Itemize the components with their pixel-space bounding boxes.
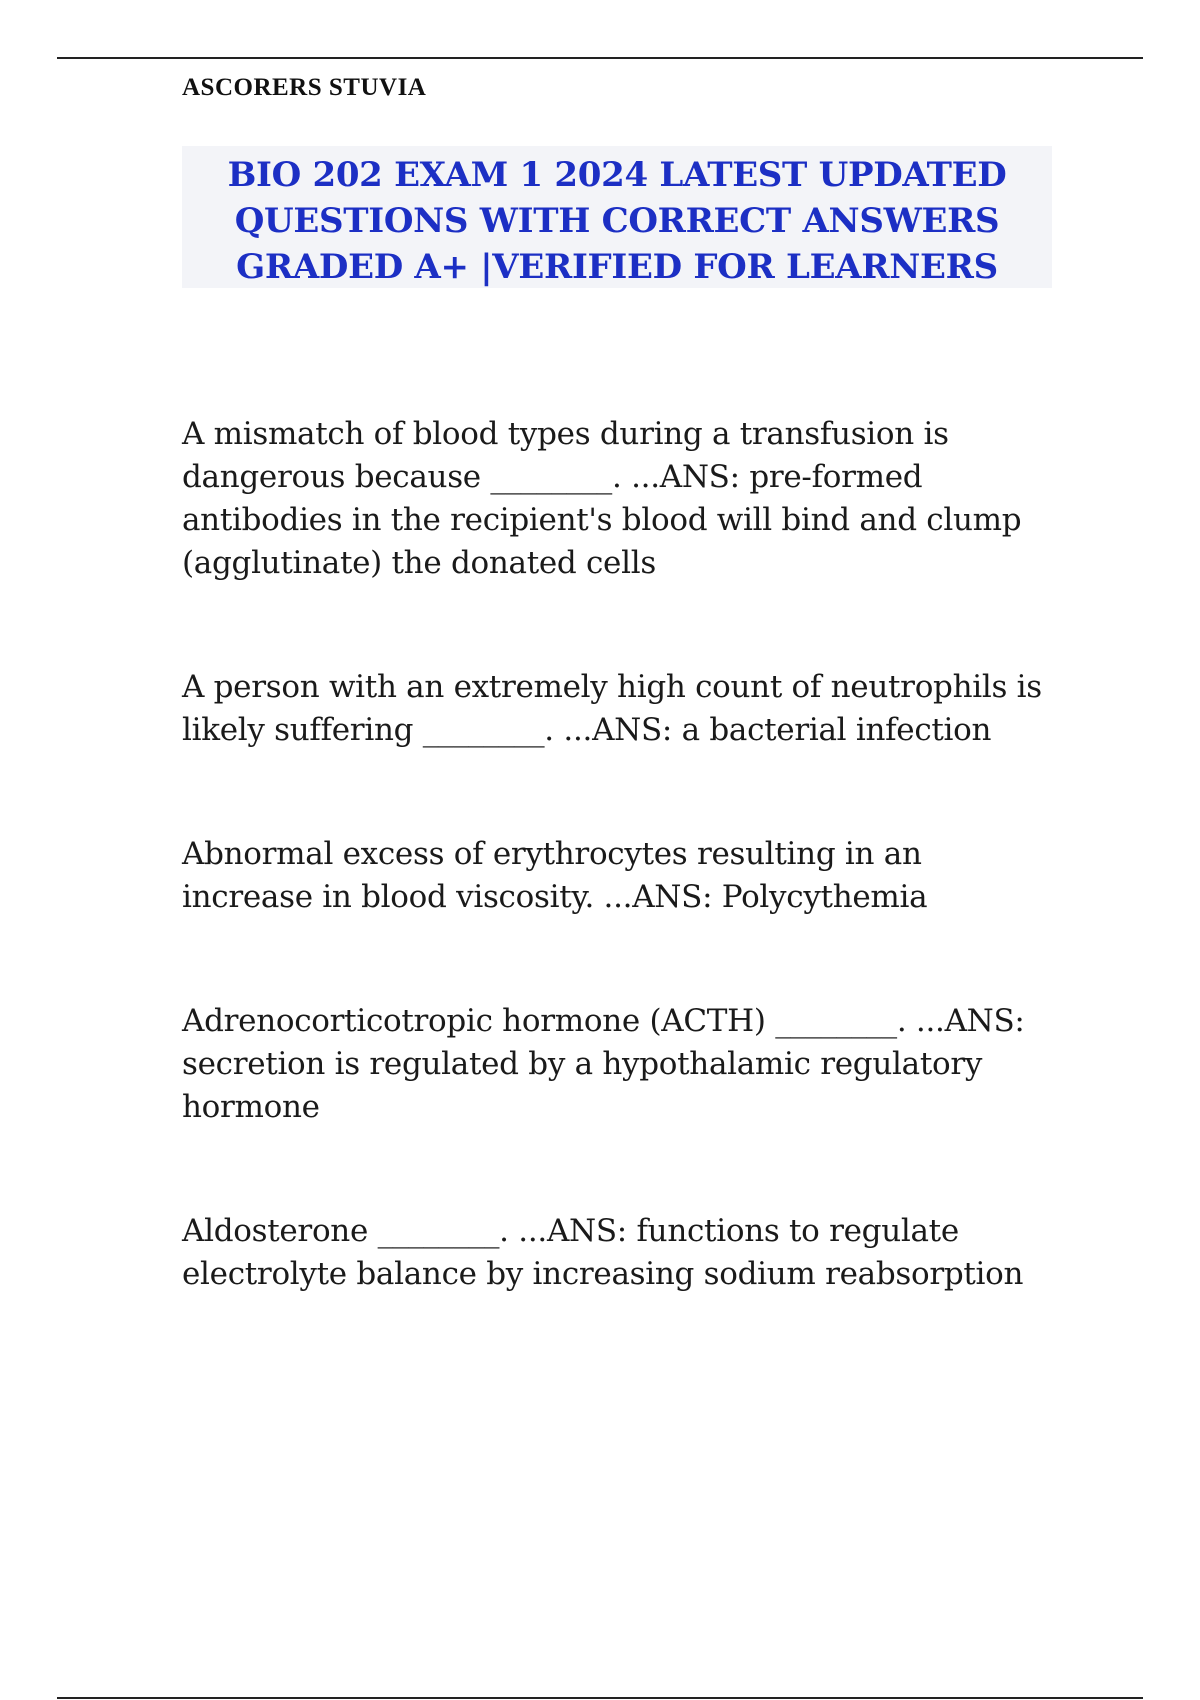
qa-line: hormone	[182, 1089, 320, 1125]
qa-line: increase in blood viscosity. ...ANS: Polycythemia	[182, 879, 928, 915]
header-label: ASCORERS STUVIA	[182, 74, 427, 101]
qa-line: dangerous because ________. ...ANS: pre-formed	[182, 459, 923, 495]
qa-item-blood-mismatch	[182, 413, 1062, 585]
title-line: GRADED A+ |VERIFIED FOR LEARNERS	[236, 247, 998, 287]
qa-item-acth	[182, 1000, 1062, 1129]
qa-line: antibodies in the recipient's blood will bind and clump	[182, 502, 1022, 538]
qa-line: electrolyte balance by increasing sodium reabsorption	[182, 1256, 1024, 1292]
qa-item-aldosterone	[182, 1210, 1062, 1296]
document-title	[182, 146, 1052, 288]
qa-line: (agglutinate) the donated cells	[182, 545, 656, 581]
qa-line: likely suffering ________. ...ANS: a bacterial infection	[182, 712, 992, 748]
qa-line: secretion is regulated by a hypothalamic regulatory	[182, 1046, 983, 1082]
bottom-rule	[57, 1697, 1143, 1699]
top-rule	[57, 57, 1143, 59]
qa-item-polycythemia	[182, 833, 1062, 919]
qa-item-neutrophils	[182, 666, 1062, 752]
title-line: BIO 202 EXAM 1 2024 LATEST UPDATED	[227, 155, 1007, 195]
qa-line: A mismatch of blood types during a transfusion is	[182, 416, 949, 452]
question-answer-list	[182, 413, 1062, 1377]
qa-line: Adrenocorticotropic hormone (ACTH) ________. ...ANS:	[182, 1003, 1025, 1039]
title-line: QUESTIONS WITH CORRECT ANSWERS	[234, 201, 1000, 241]
qa-line: Aldosterone ________. ...ANS: functions to regulate	[182, 1213, 959, 1249]
qa-line: Abnormal excess of erythrocytes resulting in an	[182, 836, 922, 872]
qa-line: A person with an extremely high count of neutrophils is	[182, 669, 1042, 705]
